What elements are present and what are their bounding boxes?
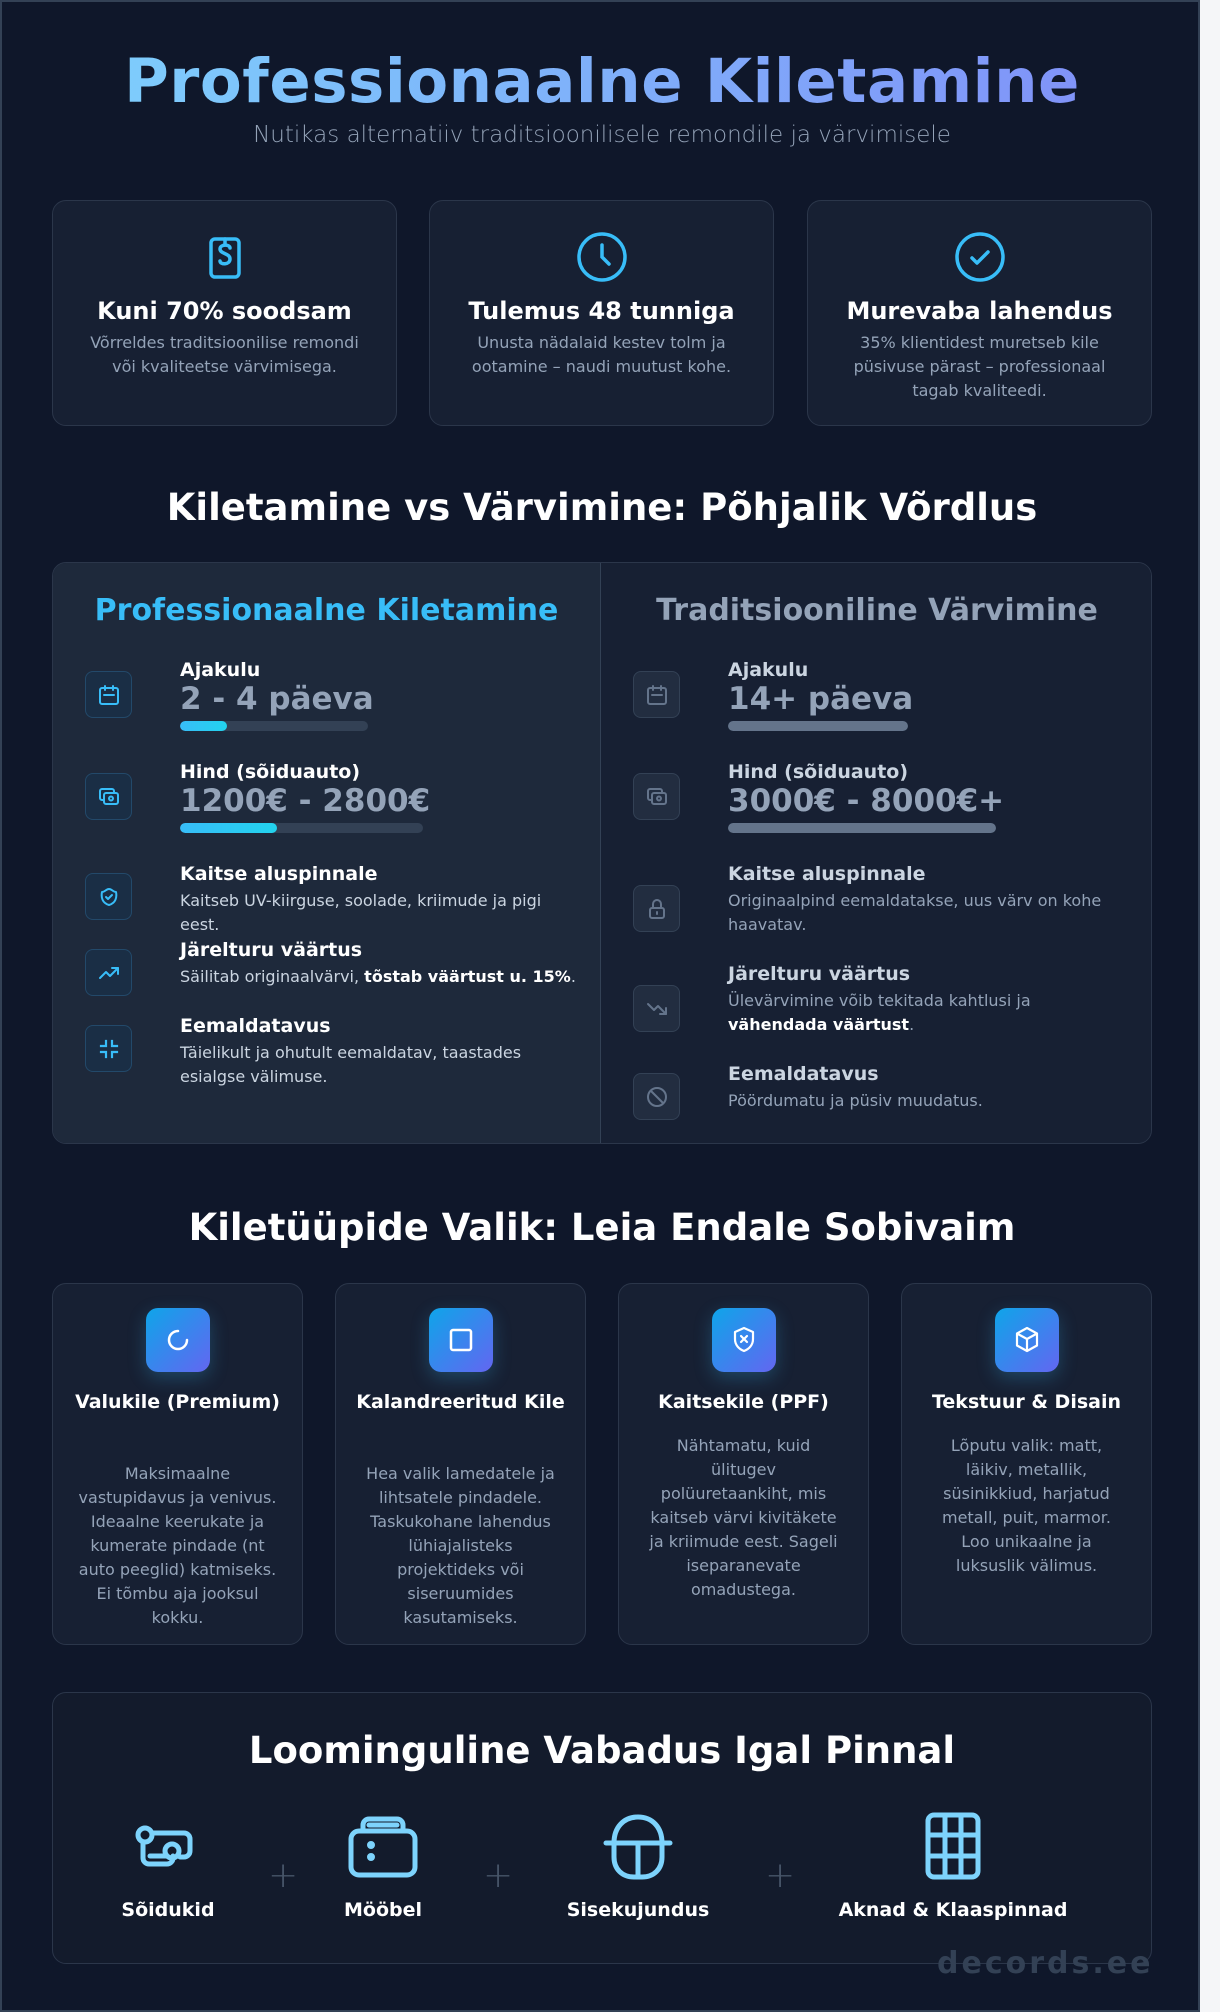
row-label: Hind (sõiduauto) <box>180 761 361 783</box>
row-desc: Kaitseb UV-kiirguse, soolade, kriimude ja pigi eest. <box>180 891 542 934</box>
calendar-icon <box>633 671 680 718</box>
row-desc: Säilitab originaalvärvi, tõstab väärtust u. 15%. <box>180 967 576 986</box>
film-type-title: Kalandreeritud Kile <box>356 1391 565 1413</box>
surface-label: Sõidukid <box>121 1899 215 1921</box>
row-label: Eemaldatavus <box>728 1063 879 1085</box>
surface-label: Sisekujundus <box>566 1899 710 1921</box>
receipt-dollar-icon <box>199 231 251 283</box>
row-desc: Täielikult ja ohutult eemaldatav, taastades esialgse välimuse. <box>180 1043 522 1086</box>
circle-loader-icon <box>146 1308 210 1372</box>
film-type-desc: Maksimaalne vastupidavus ja venivus. Ideaalne keerukate ja kumerate pindade (nt auto peeglid) katmiseks. Ei tõmbu aja jooksul kokku. <box>78 1464 277 1627</box>
row-value: 3000€ - 8000€+ <box>728 783 1005 819</box>
film-type-title: Tekstuur & Disain <box>931 1391 1122 1413</box>
film-type-card-texture <box>901 1283 1152 1645</box>
time-progress-bar <box>180 721 368 731</box>
comparison-title: Kiletamine vs Värvimine: Põhjalik Võrdlus <box>166 486 1038 529</box>
row-desc: Pöördumatu ja püsiv muudatus. <box>728 1091 983 1110</box>
interior-icon <box>598 1811 678 1883</box>
window-grid-icon <box>913 1811 993 1883</box>
film-type-desc: Hea valik lamedatele ja lihtsatele pindadele. Taskukohane lahendus lühiajalisteks projektideks või siseruumides kasutamiseks. <box>366 1464 555 1627</box>
column-heading: Professionaalne Kiletamine <box>94 593 559 628</box>
page-subtitle: Nutikas alternatiiv traditsioonilisele remondile ja värvimisele <box>253 122 951 148</box>
surface-vehicles <box>98 1811 238 1921</box>
creative-freedom-panel <box>52 1692 1152 1964</box>
benefit-title: Tulemus 48 tunniga <box>468 297 735 325</box>
row-label: Kaitse aluspinnale <box>180 863 378 885</box>
furniture-icon <box>343 1811 423 1883</box>
film-types-title: Kiletüüpide Valik: Leia Endale Sobivaim <box>188 1206 1016 1249</box>
surface-interior <box>558 1811 718 1921</box>
plus-separator: + <box>765 1855 796 1896</box>
surface-windows <box>838 1811 1068 1921</box>
creative-title: Loominguline Vabadus Igal Pinnal <box>248 1729 956 1772</box>
comparison-column-painting <box>601 563 1152 1143</box>
row-desc: Originaalpind eemaldatakse, uus värv on kohe haavatav. <box>728 891 1102 934</box>
row-value: 14+ päeva <box>728 681 914 717</box>
benefit-card-savings <box>52 200 397 426</box>
benefit-card-worry-free <box>807 200 1152 426</box>
lock-icon <box>633 885 680 932</box>
benefit-cards <box>52 200 1152 426</box>
square-icon <box>429 1308 493 1372</box>
row-value: 1200€ - 2800€ <box>180 783 431 819</box>
ban-icon <box>633 1073 680 1120</box>
row-label: Eemaldatavus <box>180 1015 331 1037</box>
trending-down-icon <box>633 985 680 1032</box>
row-value: 2 - 4 päeva <box>180 681 374 717</box>
watermark: decords.ee <box>937 1946 1154 1981</box>
column-heading: Traditsiooniline Värvimine <box>656 593 1098 628</box>
shield-check-icon <box>85 873 132 920</box>
benefit-desc: 35% klientidest muretseb kile püsivuse pärast – professionaal tagab kvaliteedi. <box>853 333 1106 400</box>
row-label: Kaitse aluspinnale <box>728 863 926 885</box>
check-circle-icon <box>954 231 1006 283</box>
cube-icon <box>995 1308 1059 1372</box>
film-type-card-calendered <box>335 1283 586 1645</box>
minimize-icon <box>85 1025 132 1072</box>
film-type-card-cast <box>52 1283 303 1645</box>
surface-label: Mööbel <box>343 1899 422 1921</box>
price-progress-bar <box>180 823 423 833</box>
plus-separator: + <box>268 1855 299 1896</box>
film-type-cards <box>52 1283 1152 1645</box>
plus-separator: + <box>483 1855 514 1896</box>
vehicle-icon <box>128 1811 208 1883</box>
row-label: Ajakulu <box>728 659 809 681</box>
film-type-title: Valukile (Premium) <box>75 1391 280 1413</box>
row-label: Hind (sõiduauto) <box>728 761 909 783</box>
trending-up-icon <box>85 949 132 996</box>
film-type-desc: Lõputu valik: matt, läikiv, metallik, süsinikkiud, harjatud metall, puit, marmor. Loo unikaalne ja luksuslik välimus. <box>941 1436 1111 1575</box>
comparison-table <box>52 562 1152 1144</box>
calendar-icon <box>85 671 132 718</box>
money-icon <box>633 773 680 820</box>
film-type-card-ppf <box>618 1283 869 1645</box>
comparison-column-wrapping <box>53 563 601 1143</box>
time-progress-bar <box>728 721 908 731</box>
money-icon <box>85 773 132 820</box>
benefit-card-speed <box>429 200 774 426</box>
page-title: Professionaalne Kiletamine <box>2 46 1202 117</box>
row-label: Järelturu väärtus <box>180 939 363 961</box>
benefit-title: Kuni 70% soodsam <box>97 297 352 325</box>
row-label: Ajakulu <box>180 659 261 681</box>
row-label: Järelturu väärtus <box>728 963 911 985</box>
film-type-title: Kaitsekile (PPF) <box>658 1391 829 1413</box>
surface-label: Aknad & Klaaspinnad <box>838 1899 1068 1921</box>
surface-furniture <box>323 1811 443 1921</box>
benefit-title: Murevaba lahendus <box>846 297 1113 325</box>
row-desc: Ülevärvimine võib tekitada kahtlusi ja vähendada väärtust. <box>728 991 1031 1034</box>
film-type-desc: Nähtamatu, kuid ülitugev polüuretaankiht, mis kaitseb värvi kivitäkete ja kriimude eest. Sageli iseparanevate omadustega. <box>649 1436 838 1599</box>
price-progress-bar <box>728 823 996 833</box>
clock-icon <box>576 231 628 283</box>
benefit-desc: Unusta nädalaid kestev tolm ja ootamine – naudi muutust kohe. <box>471 333 732 376</box>
shield-x-icon <box>712 1308 776 1372</box>
benefit-desc: Võrreldes traditsioonilise remondi või kvaliteetse värvimisega. <box>90 333 359 376</box>
